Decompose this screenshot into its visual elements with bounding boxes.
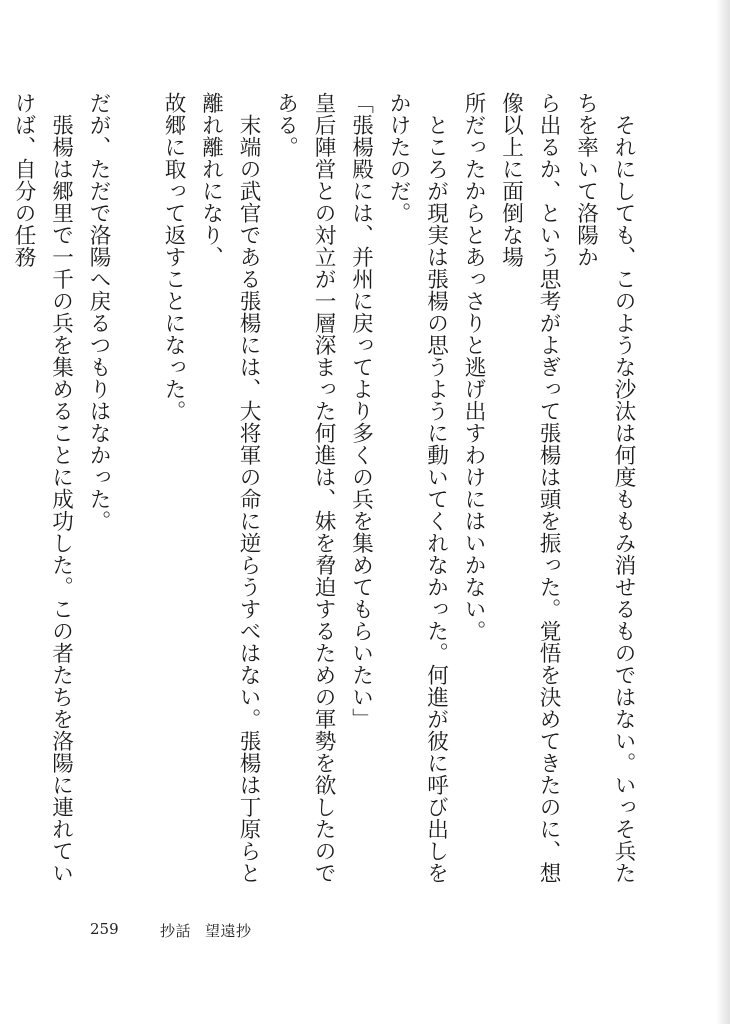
text-line: 末端の武官である張楊には、大将軍の命に逆らうすべはない。張楊は丁原らと離れ離れになり、 — [198, 92, 261, 884]
text-line: だが、ただで洛陽へ戻るつもりはなかった。 — [86, 92, 111, 532]
text-line: それにしても、このような沙汰は何度ももみ消せるものではない。いっそ兵たちを率いて洛陽か — [573, 92, 636, 884]
vertical-body-text — [0, 92, 642, 892]
text-line: 故郷に取って返すことになった。 — [161, 92, 186, 422]
page-edge-shadow — [716, 0, 730, 1024]
text-line: 張楊は郷里で一千の兵を集めることに成功した。この者たちを洛陽に連れていけば、自分の任務 — [11, 92, 74, 884]
running-head — [160, 920, 252, 941]
text-line — [0, 92, 5, 892]
text-line: ところが現実は張楊の思うように動いてくれなかった。何進が彼に呼び出しをかけたのだ。 — [386, 92, 449, 884]
text-line: 所だったからとあっさりと逃げ出すわけにはいかない。 — [461, 92, 486, 642]
blank-line — [117, 92, 155, 892]
running-head-section: 抄話 — [160, 922, 192, 940]
text-line: 皇后陣営との対立が一層深まった何進は、妹を脅迫するための軍勢を欲したのである。 — [273, 92, 336, 884]
text-line: 「張楊殿には、并州に戻ってより多くの兵を集めてもらいたい」 — [348, 92, 374, 730]
page-number: 259 — [90, 920, 119, 938]
text-line: ら出るか、という思考がよぎって張楊は頭を振った。覚悟を決めてきたのに、想像以上に面倒な場 — [498, 92, 561, 884]
running-head-title: 望遠抄 — [205, 922, 252, 940]
